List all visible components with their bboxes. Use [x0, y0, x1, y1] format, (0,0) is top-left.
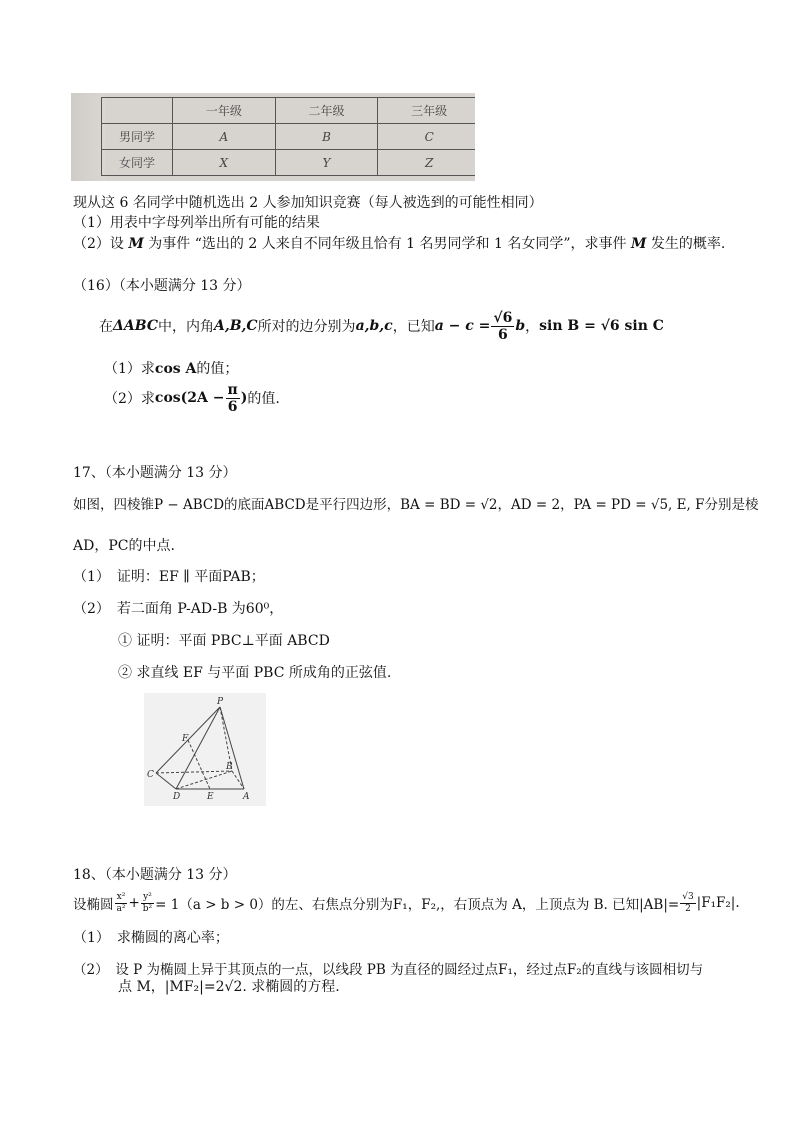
q17-sub2: ② 求直线 EF 与平面 PBC 所成角的正弦值. — [118, 665, 392, 681]
math-paren: ) — [240, 390, 248, 406]
q18-header: 18、（本小题满分 13 分） — [73, 867, 237, 883]
q15-part1: （1）用表中字母列举出所有可能的结果 — [73, 215, 320, 231]
q16-part2 — [104, 380, 280, 416]
label-E: E — [207, 792, 214, 802]
fraction-denominator: 6 — [497, 326, 508, 343]
fraction-denominator: a² — [116, 903, 126, 914]
grade-table-image — [71, 93, 475, 181]
math-fraction — [115, 893, 128, 914]
text: |F₁F₂|. — [696, 895, 740, 911]
text: 的值； — [196, 361, 239, 377]
math-fraction — [491, 311, 514, 342]
table-cell: B — [275, 124, 378, 150]
math-cos-expr: cos(2A − — [154, 390, 225, 406]
text: 的值. — [247, 391, 280, 407]
math-fraction — [141, 893, 154, 914]
text: 发生的概率. — [646, 236, 726, 252]
math-M: M — [128, 236, 144, 252]
pyramid-figure — [144, 693, 266, 806]
q15-part2 — [73, 233, 725, 253]
math-eq1-lhs: a − c = — [434, 318, 491, 334]
q18-part2-line2: 点 M，|MF₂|=2√2. 求椭圆的方程. — [118, 979, 340, 995]
q17-sub1: ① 证明：平面 PBC⊥平面 ABCD — [118, 633, 330, 649]
text: ， — [525, 319, 540, 335]
text: （2）设 — [73, 236, 129, 252]
q18-part2-line1: （2） 设 P 为椭圆上异于其顶点的一点，以线段 PB 为直径的圆经过点F₁，经过点F₂的直线与该圆相切与 — [73, 962, 704, 978]
math-M: M — [630, 236, 647, 252]
table-header-grade3: 三年级 — [378, 98, 475, 124]
text: 在 — [99, 319, 113, 335]
math-eq1-rhs: b — [515, 318, 526, 334]
fraction-denominator: 6 — [227, 398, 238, 415]
q16-header: （16）（本小题满分 13 分） — [73, 278, 251, 294]
text: = 1（a > b > 0）的左、右焦点分别为F₁，F₂,，右顶点为 A，上顶点为 B. 已知|AB|= — [155, 897, 680, 913]
table-cell: Y — [275, 150, 378, 176]
label-D: D — [173, 792, 181, 802]
label-B: B — [226, 762, 233, 772]
fraction-denominator: b² — [142, 903, 153, 914]
math-angles: A,B,C — [213, 318, 258, 334]
label-A: A — [243, 792, 250, 802]
math-sides: a,b,c — [355, 318, 393, 334]
q16-part1 — [104, 358, 238, 378]
q17-part1: （1） 证明：EF ∥ 平面PAB； — [73, 569, 265, 585]
table-row-label: 女同学 — [102, 150, 173, 176]
q17-line1: 如图，四棱锥P − ABCD的底面ABCD是平行四边形，BA = BD = √2，AD = 2，PA = PD = √5, E, F分别是棱 — [73, 497, 759, 513]
table-cell: A — [173, 124, 276, 150]
math-cosA: cos A — [154, 361, 197, 377]
label-C: C — [147, 770, 154, 780]
fraction-numerator: √6 — [493, 309, 513, 326]
text: 为事件 “选出的 2 人来自不同年级且恰有 1 名男同学和 1 名女同学”，求事件 — [143, 236, 631, 252]
fraction-numerator: √3 — [682, 891, 694, 902]
math-fraction — [226, 383, 240, 414]
text: （1）求 — [104, 361, 155, 377]
fraction-numerator: π — [227, 381, 238, 398]
text: ，已知 — [392, 319, 435, 335]
table-header-grade1: 一年级 — [173, 98, 276, 124]
q16-statement — [99, 306, 664, 346]
text: 所对的边分别为 — [257, 319, 356, 335]
text: 中，内角 — [157, 319, 214, 335]
q18-part1: （1） 求椭圆的离心率； — [73, 930, 229, 946]
table-row-label: 男同学 — [102, 124, 173, 150]
text: 设椭圆 — [73, 897, 114, 913]
math-plus: + — [128, 895, 140, 911]
table-cell: Z — [378, 150, 475, 176]
math-triangle: ΔABC — [113, 318, 158, 334]
table-header-grade2: 二年级 — [275, 98, 378, 124]
fraction-numerator: y² — [143, 891, 152, 902]
table-cell: X — [173, 150, 276, 176]
math-eq2: sin B = √6 sin C — [539, 318, 664, 334]
q17-part2: （2） 若二面角 P-AD-B 为60⁰， — [73, 601, 284, 617]
label-F: F — [182, 734, 189, 744]
fraction-numerator: x² — [116, 891, 126, 902]
pyramid-diagram — [144, 693, 266, 806]
table-header-blank — [102, 98, 173, 124]
q15-intro: 现从这 6 名同学中随机选出 2 人参加知识竞赛（每人被选到的可能性相同） — [73, 195, 543, 211]
label-P: P — [217, 697, 224, 707]
fraction-denominator: 2 — [685, 903, 691, 914]
q18-line1 — [73, 889, 740, 917]
q17-line2: AD，PC的中点. — [73, 538, 175, 554]
text: （2）求 — [104, 391, 155, 407]
math-fraction — [680, 893, 695, 914]
table-cell: C — [378, 124, 475, 150]
q17-header: 17、（本小题满分 13 分） — [73, 465, 237, 481]
